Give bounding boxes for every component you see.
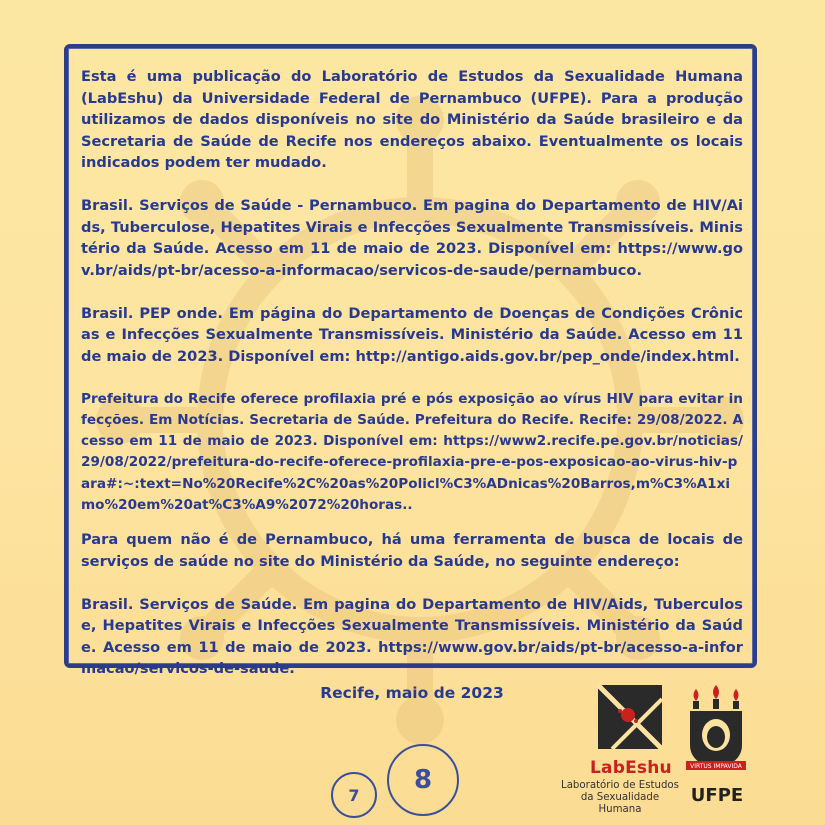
search-tool-paragraph: Para quem não é de Pernambuco, há uma ferramenta de busca de locais de serviços de saúde no site do Ministério da Saúde, no seguinte endereço: bbox=[81, 531, 743, 570]
reference-pep-onde: Brasil. PEP onde. Em página do Departamento de Doenças de Condições Crônicas e Infecções Sexualmente Transmissíveis. Ministério da Saúde. Acesso em 11 de maio de 2023. Disponível em: http://antigo.aids.gov.br/pep_onde/index.html. bbox=[81, 304, 743, 365]
reference-prefeitura-recife: Prefeitura do Recife oferece profilaxia pré e pós exposição ao vírus HIV para evitar infecções. Em Notícias. Secretaria de Saúde. Prefeitura do Recife. Recife: 29/08/2022. Acesso em 11 de maio de 2023. Disponível em: https://www2.recife.pe.gov.br/noticias/29/08/2022/prefeitura-do-recife-oferece-profilaxia-pre-e-pos-exposicao-ao-virus-hiv-para#:~:text=No%20Recife%2C%20as%20Policl%C3%ADnicas%20Barros,m%C3%A1ximo%20em%20at%C3%A9%2072%20horas.. bbox=[81, 390, 743, 513]
references-text bbox=[81, 66, 743, 704]
ufpe-crest-icon bbox=[684, 683, 748, 783]
ufpe-name: UFPE bbox=[690, 785, 744, 806]
page-number-left: 7 bbox=[331, 772, 377, 818]
reference-pernambuco: Brasil. Serviços de Saúde - Pernambuco. Em pagina do Departamento de HIV/Aids, Tuberculose, Hepatites Virais e Infecções Sexualmente Transmissíveis. Ministério da Saúde. Acesso em 11 de maio de 2023. Disponível em: https://www.gov.br/aids/pt-br/acesso-a-informacao/servicos-de-saude/pernambuco. bbox=[81, 197, 743, 279]
labeshu-subtitle-line2: da Sexualidade Humana bbox=[580, 792, 660, 815]
labeshu-subtitle bbox=[558, 780, 682, 816]
closing-date: Recife, maio de 2023 bbox=[320, 683, 504, 702]
page-number-right: 8 bbox=[387, 744, 459, 816]
labeshu-subtitle-line1: Laboratório de Estudos bbox=[561, 780, 679, 791]
labeshu-name: LabEshu bbox=[590, 758, 672, 778]
intro-paragraph: Esta é uma publicação do Laboratório de Estudos da Sexualidade Humana (LabEshu) da Universidade Federal de Pernambuco (UFPE). Para a produção utilizamos de dados disponíveis no site do Ministério da Saúde brasileiro e da Secretaria de Saúde de Recife nos endereços abaixo. Eventualmente os locais indicados podem ter mudado. bbox=[81, 68, 743, 171]
ufpe-motto: VIRTUS IMPAVIDA bbox=[690, 763, 742, 770]
reference-servicos-saude: Brasil. Serviços de Saúde. Em pagina do Departamento de HIV/Aids, Tuberculose, Hepatites Virais e Infecções Sexualmente Transmissíveis. Ministério da Saúde. Acesso em 11 de maio de 2023. https://www.gov.br/aids/pt-br/acesso-a-informacao/servicos-de-saude. bbox=[81, 595, 743, 678]
